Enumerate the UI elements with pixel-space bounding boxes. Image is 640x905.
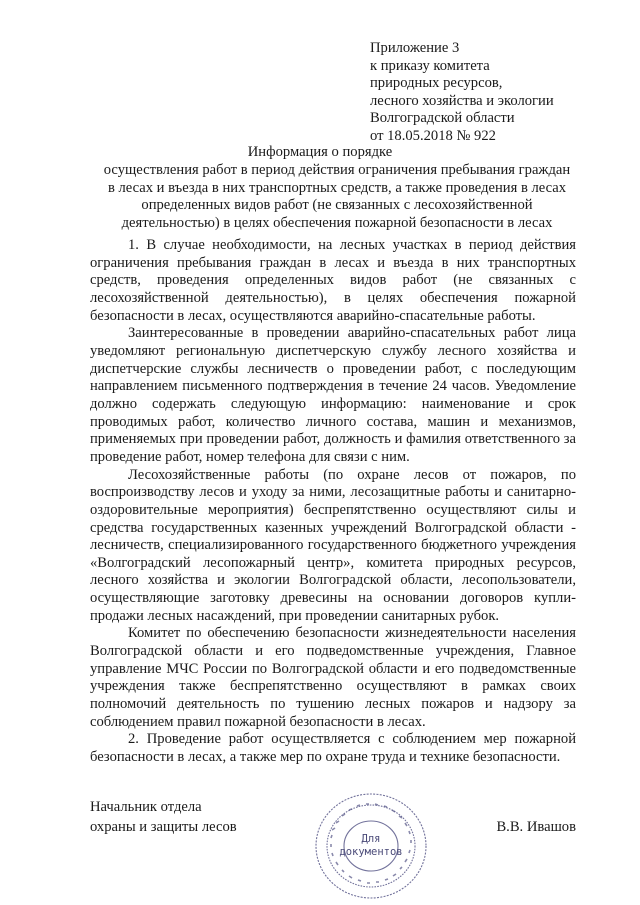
document-subtitle (86, 162, 588, 232)
appendix-line: лесного хозяйства и экологии (370, 92, 554, 109)
signatory-name: В.В. Ивашов (496, 819, 576, 835)
appendix-line: от 18.05.2018 № 922 (370, 127, 496, 144)
subtitle-line: осуществления работ в период действия ограничения пребывания граждан (103, 162, 571, 178)
document-title: Информация о порядке (247, 144, 393, 160)
subtitle-line: деятельностью) в целях обеспечения пожарной безопасности в лесах (121, 214, 553, 231)
stamp-line-2: документов (339, 846, 403, 858)
appendix-line: Приложение 3 (370, 40, 460, 56)
subtitle-line: в лесах и въезда в них транспортных средств, а также проведения в лесах (107, 179, 567, 196)
body-paragraph-3: Лесохозяйственные работы (по охране лесов от пожаров, по воспроизводству лесов и уходу за ними, лесозащитные работы и санитарно-оздоровительные мероприятия) беспрепятственно осуществляют силы и средства государственных казенных учреждений Волгоградской области - лесничеств, специализированного государственного бюджетного учреждения «Волгоградский лесопожарный центр», комитета природных ресурсов, лесного хозяйства и экологии Волгоградской области, лесопользователи, осуществляющие заготовку древесины на основании договоров купли-продажи лесных насаждений, при проведении санитарных рубок. (90, 466, 576, 624)
body-paragraph-4: Комитет по обеспечению безопасности жизнедеятельности населения Волгоградской области и его подведомственные учреждения, Главное управление МЧС России по Волгоградской области и его подведомственные учреждения также беспрепятственно осуществляют в рамках своих полномочий деятельность по тушению лесных пожаров и надзору за соблюдением правил пожарной безопасности в лесах. (90, 625, 576, 730)
subtitle-line: определенных видов работ (не связанных с лесохозяйственной (141, 197, 533, 214)
appendix-line: к приказу комитета (370, 57, 490, 74)
appendix-line: Волгоградской области (370, 110, 515, 127)
document-body (90, 237, 576, 767)
signatory-title-line: охраны и защиты лесов (90, 819, 237, 835)
stamp-line-1: Для (361, 833, 381, 845)
appendix-line: природных ресурсов, (370, 75, 503, 92)
signatory-title-line: Начальник отдела (90, 799, 202, 815)
body-paragraph-2: Заинтересованные в проведении аварийно-спасательных работ лица уведомляют региональную диспетчерскую службу лесного хозяйства и диспетчерские службы лесничеств о проведении работ, с последующим направлением письменного подтверждения в течение 24 часов. Уведомление должно содержать следующую информацию: наименование и срок проводимых работ, количество личного состава, машин и механизмов, применяемых при проведении работ, должность и фамилия ответственного за проведение работ, номер телефона для связи с ним. (90, 325, 576, 465)
signatory-title (90, 797, 290, 837)
appendix-block (370, 40, 630, 146)
official-stamp (312, 790, 430, 902)
body-paragraph-1: 1. В случае необходимости, на лесных участках в период действия ограничения пребывания граждан в лесах и въезда в них транспортных средств, проведения определенных видов работ (не связанных с лесохозяйственной деятельностью), в целях обеспечения пожарной безопасности в лесах, осуществляются аварийно-спасательные работы. (90, 237, 576, 324)
body-paragraph-5: 2. Проведение работ осуществляется с соблюдением мер пожарной безопасности в лесах, а также мер по охране труда и технике безопасности. (90, 731, 576, 766)
